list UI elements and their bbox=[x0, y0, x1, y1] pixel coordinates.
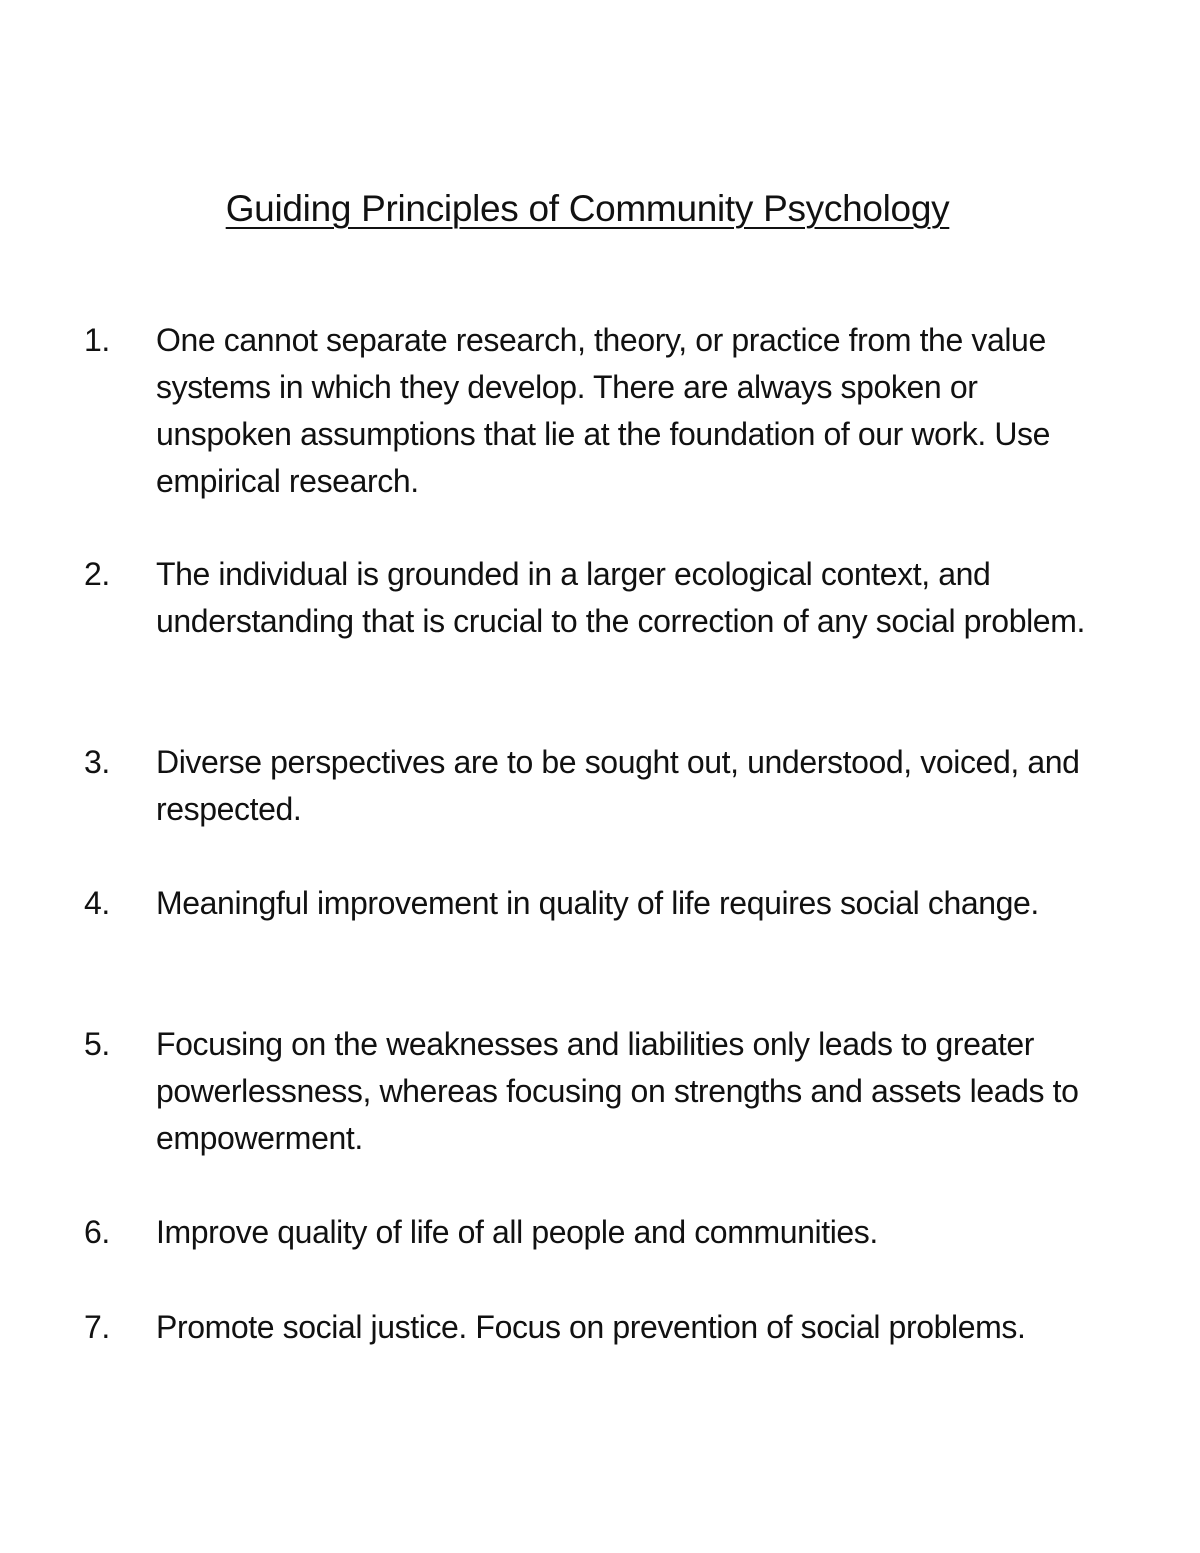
list-item-text: The individual is grounded in a larger ecological context, and understanding that is crucial to the correction of any social problem. bbox=[156, 556, 1085, 639]
list-item-number: 1. bbox=[84, 322, 110, 358]
list-item-text: Promote social justice. Focus on prevention of social problems. bbox=[156, 1309, 1026, 1345]
list-item-number: 3. bbox=[84, 744, 110, 780]
list-item-text: One cannot separate research, theory, or practice from the value systems in which they develop. There are always spoken or unspoken assumptions that lie at the foundation of our work. Use empirical research. bbox=[156, 322, 1051, 499]
list-item-number: 7. bbox=[84, 1309, 110, 1345]
list-item-text: Improve quality of life of all people and communities. bbox=[156, 1214, 878, 1250]
list-item-number: 2. bbox=[84, 556, 110, 592]
page-title: Guiding Principles of Community Psychology bbox=[225, 188, 950, 229]
list-item-text: Diverse perspectives are to be sought out, understood, voiced, and respected. bbox=[156, 744, 1080, 827]
list-item-number: 5. bbox=[84, 1026, 110, 1062]
list-item-text: Meaningful improvement in quality of life requires social change. bbox=[156, 885, 1039, 921]
list-item-number: 6. bbox=[84, 1214, 110, 1250]
list-item-number: 4. bbox=[84, 885, 110, 921]
list-item-text: Focusing on the weaknesses and liabilities only leads to greater powerlessness, whereas focusing on strengths and assets leads to empowerment. bbox=[156, 1026, 1079, 1156]
